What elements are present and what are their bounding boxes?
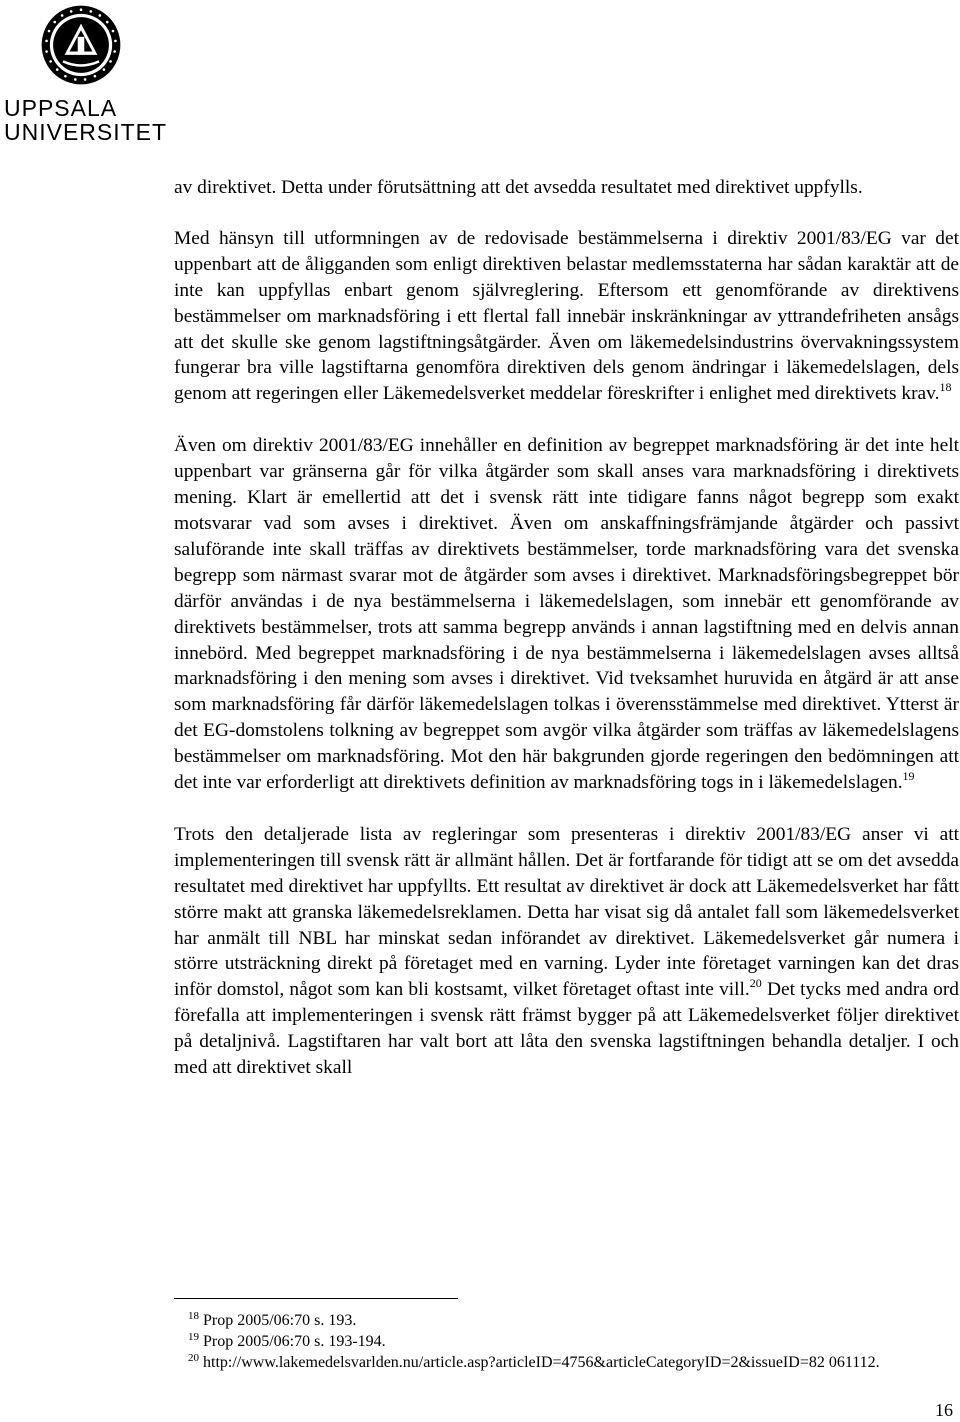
footnote-text: http://www.lakemedelsvarlden.nu/article.asp?articleID=4756&articleCategoryID=2&issueID=82 061112. [199, 1354, 880, 1371]
university-name-line2: UNIVERSITET [4, 119, 168, 145]
university-logo [4, 4, 168, 148]
footnotes [188, 1310, 948, 1373]
paragraph-2 [174, 226, 959, 407]
university-seal-icon [40, 4, 122, 86]
footnote-18 [188, 1310, 948, 1331]
paragraph-4-text-b: Det tycks med andra ord förefalla att implementeringen i svensk rätt främst bygger på att Läkemedelsverket följer direktivet på detaljnivå. Lagstiftaren har valt bort att låta den svenska lagstiftningen behandla detaljer. I och med att direktivet skall [174, 979, 959, 1079]
page-number: 16 [935, 1400, 953, 1420]
footnote-text: Prop 2005/06:70 s. 193-194. [199, 1333, 386, 1350]
paragraph-4 [174, 822, 959, 1081]
paragraph-3 [174, 433, 959, 796]
footnote-text: Prop 2005/06:70 s. 193. [199, 1312, 357, 1329]
footnote-ref-18: 18 [939, 380, 952, 395]
university-name-line1: UPPSALA [4, 95, 118, 121]
paragraph-1 [174, 175, 959, 201]
footnote-ref-20: 20 [749, 976, 762, 991]
footnote-19 [188, 1331, 948, 1352]
paragraph-1-text: av direktivet. Detta under förutsättning att det avsedda resultatet med direktivet uppfylls. [174, 177, 863, 198]
footnote-divider [174, 1298, 458, 1299]
footnote-20 [188, 1352, 948, 1373]
university-wordmark [4, 95, 168, 145]
body-text [174, 175, 959, 1107]
footnote-ref-19: 19 [902, 769, 915, 784]
paragraph-3-text: Även om direktiv 2001/83/EG innehåller en definition av begreppet marknadsföring är det inte helt uppenbart var gränserna går för vilka åtgärder som skall anses vara marknadsföring i direktivets mening. Klart är emellertid att det i svensk rätt inte tidigare fanns något begrepp som exakt motsvarar vad som avses i direktivet. Även om anskaffningsfrämjande åtgärder och passivt saluförande inte skall träffas av direktivets bestämmelser, torde marknadsföring vara det svenska begrepp som närmast svarar mot de åtgärder som avses i direktivet. Marknadsföringsbegreppet bör därför användas i de nya bestämmelserna i läkemedelslagen, som innebär ett genomförande av direktivets bestämmelser, trots att samma begrepp används i annan lagstiftning med en delvis annan innebörd. Med begreppet marknadsföring i de nya bestämmelserna i läkemedelslagen avses alltså marknadsföring i den mening som avses i direktivet. Vid tveksamhet huruvida en åtgärd är att anse som marknadsföring får därför läkemedelslagen tolkas i överensstämmelse med direktivet. Ytterst är det EG-domstolens tolkning av begreppet som avgör vilka åtgärder som träffas av läkemedelslagens bestämmelser om marknadsföring. Mot den här bakgrunden gjorde regeringen den bedömningen att det inte var erforderligt att direktivets definition av marknadsföring togs in i läkemedelslagen. [174, 435, 959, 794]
footnote-number: 19 [188, 1331, 199, 1343]
footnote-number: 18 [188, 1310, 199, 1322]
footnote-number: 20 [188, 1352, 199, 1364]
paragraph-4-text-a: Trots den detaljerade lista av regleringar som presenteras i direktiv 2001/83/EG anser vi att implementeringen till svensk rätt är allmänt hållen. Det är fortfarande för tidigt att se om det avsedda resultatet med direktivet har uppfyllts. Ett resultat av direktivet är dock att Läkemedelsverket har fått större makt att granska läkemedelsreklamen. Detta har visat sig då antalet fall som läkemedelsverket har anmält till NBL har minskat sedan införandet av direktivet. Läkemedelsverket går numera i större utsträckning direkt på företaget med en varning. Lyder inte företaget varningen kan det dras inför domstol, något som kan bli kostsamt, vilket företaget oftast inte vill. [174, 823, 959, 1001]
paragraph-2-text: Med hänsyn till utformningen av de redovisade bestämmelserna i direktiv 2001/83/EG var det uppenbart att de åligganden som enligt direktiven belastar medlemsstaterna har sådan karaktär att de inte kan uppfyllas enbart genom självreglering. Eftersom ett genomförande av direktivens bestämmelser om marknadsföring i ett flertal fall innebär inskränkningar av yttrandefriheten ansågs att det skulle ske genom lagstiftningsåtgärder. Även om läkemedelsindustrins övervakningssystem fungerar bra ville lagstiftarna genomföra direktiven dels genom ändringar i läkemedelslagen, dels genom att regeringen eller Läkemedelsverket meddelar föreskrifter i enlighet med direktivets krav. [174, 227, 959, 405]
